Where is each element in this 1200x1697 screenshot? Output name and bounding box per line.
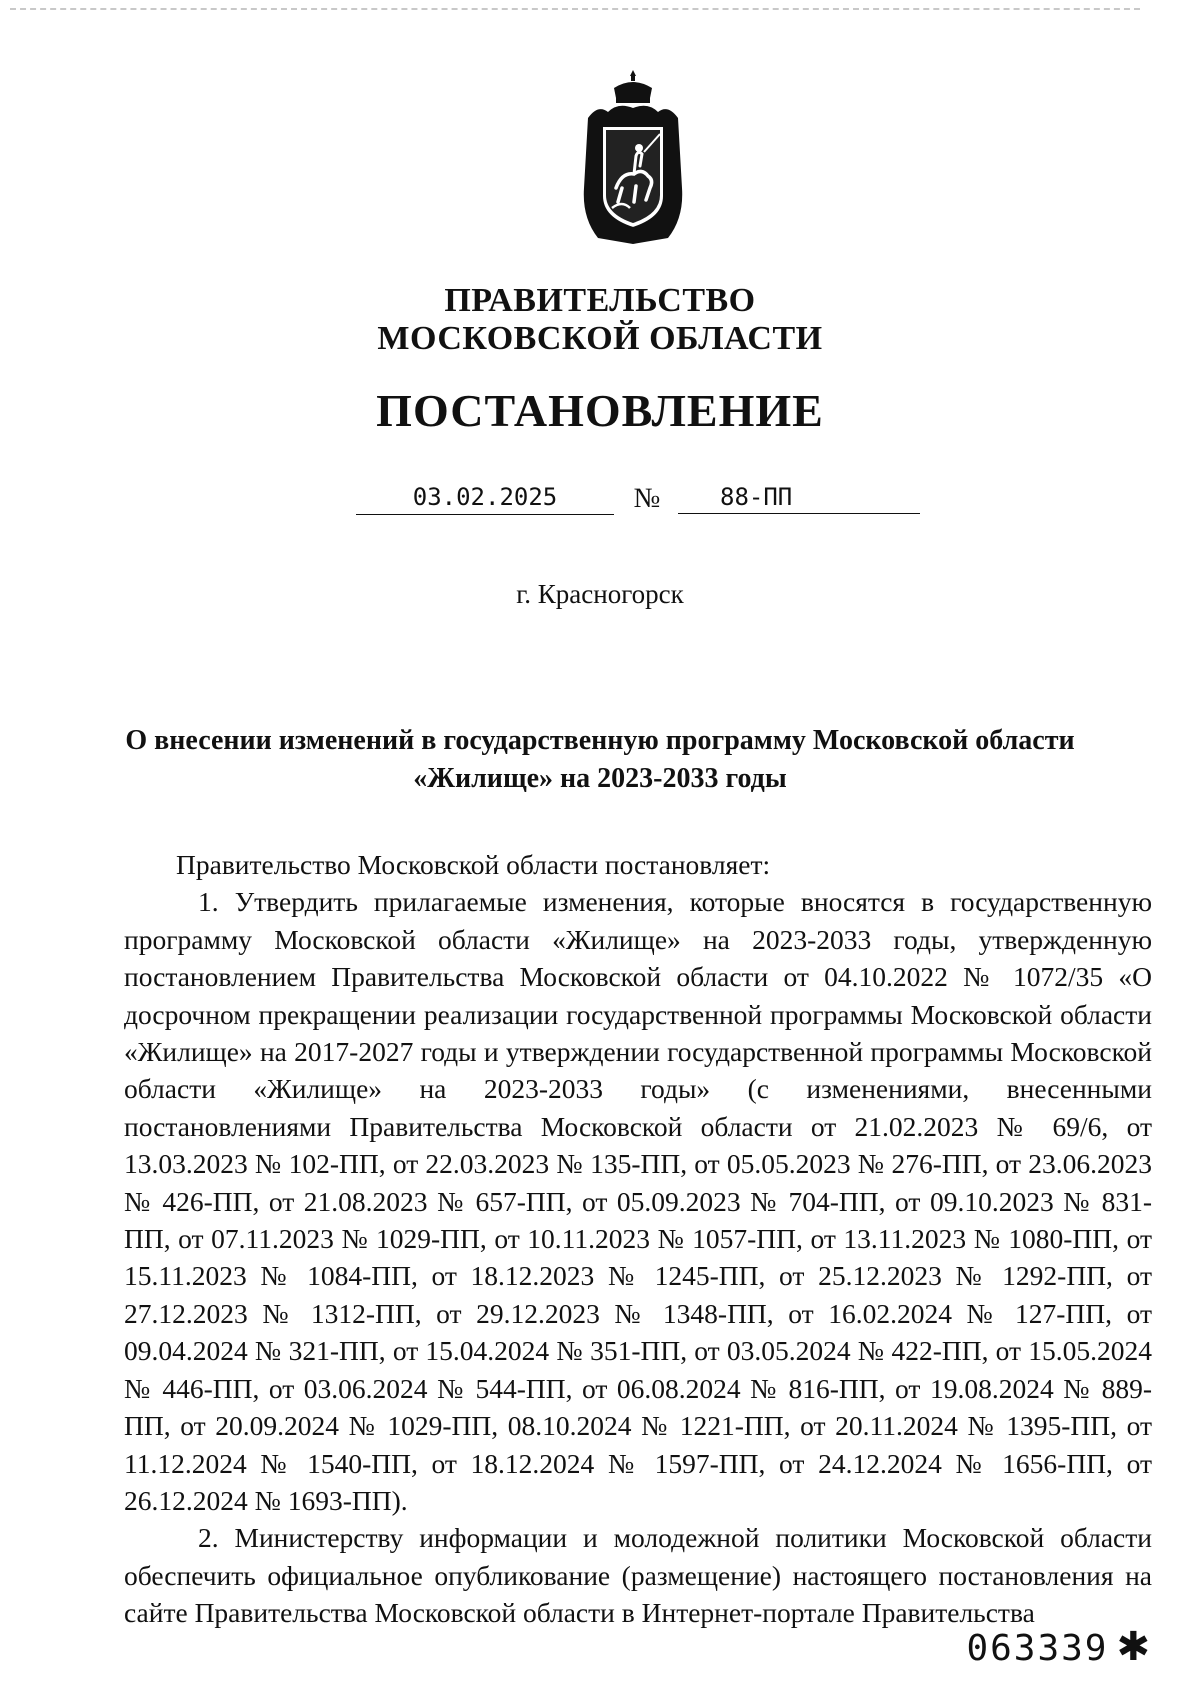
scan-edge-artifact <box>10 8 1140 10</box>
serial-number <box>966 1622 1152 1672</box>
document-subject <box>0 722 1200 798</box>
asterisk-icon: ✱ <box>1116 1624 1152 1670</box>
body-item-2: 2. Министерству информации и молодежной политики Московской области обеспечить официальное опубликование (размещение) настоящего постановления на сайте Правительства Московской области в Интернет-портале Правительства <box>124 1522 1152 1629</box>
document-date: 03.02.2025 <box>356 480 614 515</box>
coat-of-arms-icon <box>578 68 688 246</box>
body-intro: Правительство Московской области постановляет: <box>176 849 771 880</box>
date-number-line <box>356 480 920 520</box>
organization-name <box>0 282 1200 358</box>
body-item-1: 1. Утвердить прилагаемые изменения, которые вносятся в государственную программу Московской области «Жилище» на 2023-2033 годы, утвержденную постановлением Правительства Московской области от 04.10.2022 № 1072/35 «О досрочном прекращении реализации государственной программы Московской области «Жилище» на 2017-2027 годы и утверждении государственной программы Московской области «Жилище» на 2023-2033 годы» (с изменениями, внесенными постановлениями Правительства Московской области от 21.02.2023 № 69/6, от 13.03.2023 № 102-ПП, от 22.03.2023 № 135-ПП, от 05.05.2023 № 276-ПП, от 23.06.2023 № 426-ПП, от 21.08.2023 № 657-ПП, от 05.09.2023 № 704-ПП, от 09.10.2023 № 831-ПП, от 07.11.2023 № 1029-ПП, от 10.11.2023 № 1057-ПП, от 13.11.2023 № 1080-ПП, от 15.11.2023 № 1084-ПП, от 18.12.2023 № 1245-ПП, от 25.12.2023 № 1292-ПП, от 27.12.2023 № 1312-ПП, от 29.12.2023 № 1348-ПП, от 16.02.2024 № 127-ПП, от 09.04.2024 № 321-ПП, от 15.04.2024 № 351-ПП, от 03.05.2024 № 422-ПП, от 15.05.2024 № 446-ПП, от 03.06.2024 № 544-ПП, от 06.08.2024 № 816-ПП, от 19.08.2024 № 889-ПП, от 20.09.2024 № 1029-ПП, 08.10.2024 № 1221-ПП, от 20.11.2024 № 1395-ПП, от 11.12.2024 № 1540-ПП, от 18.12.2024 № 1597-ПП, от 24.12.2024 № 1656-ПП, от 26.12.2024 № 1693-ПП). <box>124 886 1152 1516</box>
document-type-title: ПОСТАНОВЛЕНИЕ <box>376 385 824 436</box>
organization-line-1: ПРАВИТЕЛЬСТВО <box>444 282 756 319</box>
city-line: г. Красногорск <box>516 579 684 609</box>
subject-line-1: О внесении изменений в государственную программу Московской области <box>125 725 1075 756</box>
subject-line-2: «Жилище» на 2023-2033 годы <box>413 763 787 794</box>
organization-line-2: МОСКОВСКОЙ ОБЛАСТИ <box>377 320 823 357</box>
serial-number-text: 063339 <box>966 1628 1109 1669</box>
number-sign: № <box>633 483 661 514</box>
document-body <box>124 846 1152 1632</box>
document-number: 88-ПП <box>678 480 920 514</box>
